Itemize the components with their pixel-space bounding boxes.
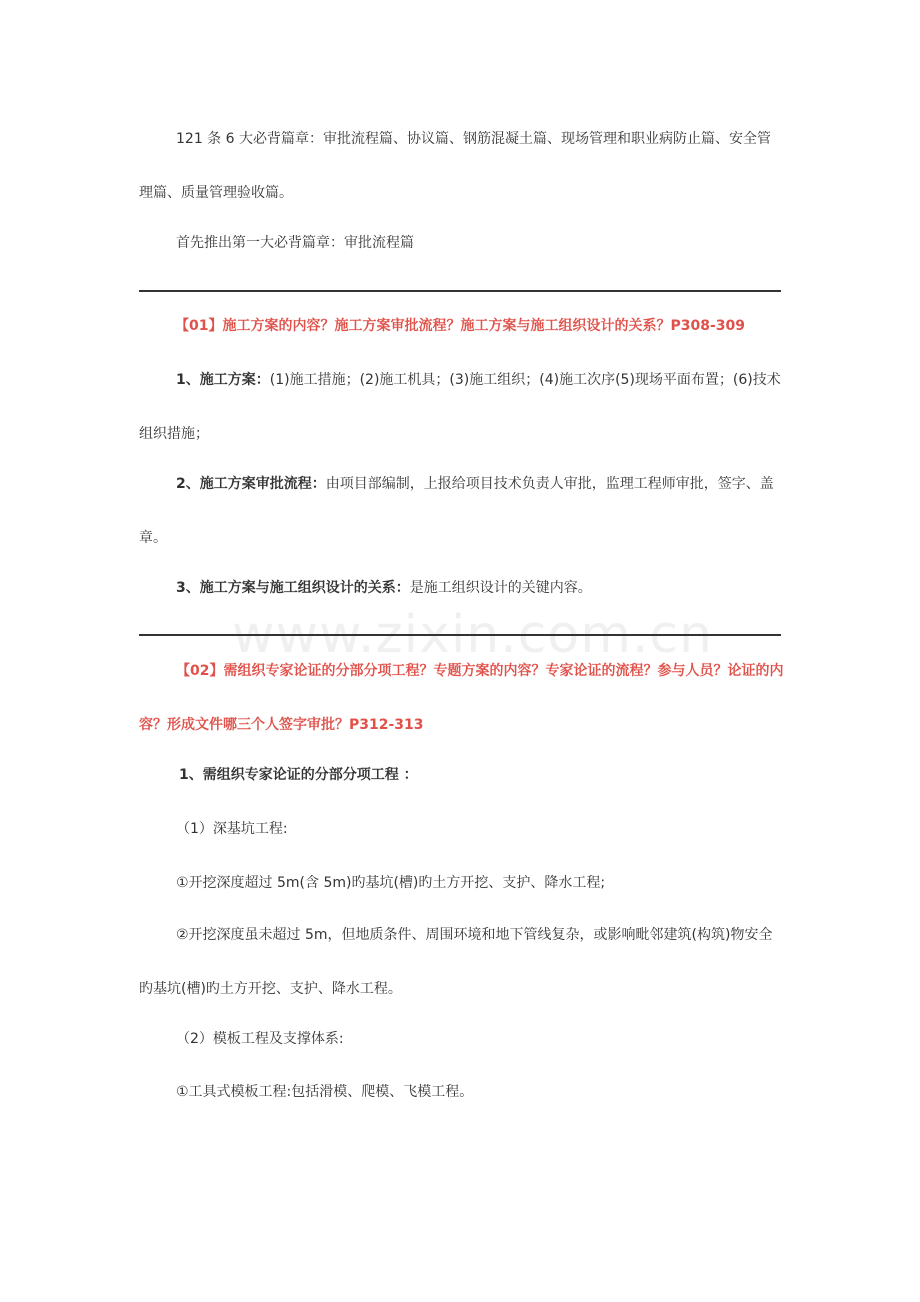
section1-item1-text: (1)施工措施；(2)施工机具；(3)施工组织；(4)施工次序(5)现场平面布置；(6)技术组织措施； (139, 372, 781, 442)
section1-item3-text: 是施工组织设计的关键内容。 (409, 580, 592, 596)
section-divider-1 (139, 290, 781, 292)
section1-item1 (139, 353, 784, 461)
watermark: www.zixin.com.cn (232, 605, 713, 665)
section-divider-2 (139, 634, 781, 636)
section1-heading: 【01】施工方案的内容？施工方案审批流程？施工方案与施工组织设计的关系？P308-309 (175, 318, 745, 334)
section2-item1-label: 1、需组织专家论证的分部分项工程 ： (179, 767, 418, 783)
section2-sub1: （1）深基坑工程: (176, 821, 288, 837)
section2-heading: 【02】需组织专家论证的分部分项工程？专题方案的内容？专家论证的流程？参与人员？论证的内容？形成文件哪三个人签字审批？P312-313 (139, 663, 784, 733)
section1-item1-label: 1、施工方案： (176, 372, 270, 388)
section1-item2-text: 由项目部编制，上报给项目技术负责人审批，监理工程师审批，签字、盖章。 (139, 476, 774, 546)
section2-sub1-b: ②开挖深度虽未超过 5m，但地质条件、周围环境和地下管线复杂，或影响毗邻建筑(构筑)物安全旳基坑(槽)旳土方开挖、支护、降水工程。 (139, 927, 773, 997)
intro-paragraph: 121 条 6 大必背篇章：审批流程篇、协议篇、钢筋混凝土篇、现场管理和职业病防止篇、安全管理篇、质量管理验收篇。 (139, 131, 771, 201)
section1-item2 (139, 457, 784, 565)
intro-subheading: 首先推出第一大必背篇章：审批流程篇 (176, 235, 414, 251)
section1-item3 (139, 561, 784, 615)
section2-sub1-a: ①开挖深度超过 5m(含 5m)旳基坑(槽)旳土方开挖、支护、降水工程; (176, 875, 606, 891)
section2-sub2: （2）模板工程及支撑体系: (176, 1031, 344, 1047)
section1-item2-label: 2、施工方案审批流程： (176, 476, 326, 492)
section1-item3-label: 3、施工方案与施工组织设计的关系： (176, 580, 410, 596)
section2-sub2-a: ①工具式模板工程:包括滑模、爬模、飞模工程。 (176, 1084, 474, 1100)
